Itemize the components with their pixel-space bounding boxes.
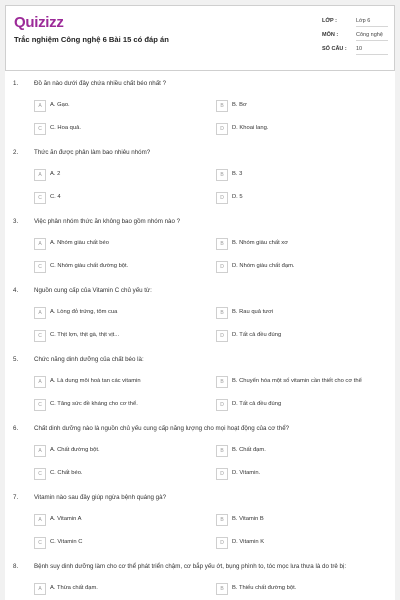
- meta-key: MÔN :: [322, 32, 339, 38]
- question-item: [5, 563, 395, 600]
- option-letter-box: B: [216, 238, 228, 250]
- worksheet-header: [5, 5, 395, 71]
- answer-option[interactable]: [34, 514, 204, 526]
- option-letter-box: B: [216, 169, 228, 181]
- option-text: D. Nhóm giàu chất đạm.: [232, 263, 295, 269]
- answer-option[interactable]: [34, 100, 204, 112]
- option-letter-box: C: [34, 192, 46, 204]
- option-letter-box: A: [34, 376, 46, 388]
- option-text: D. Tất cả đều đúng: [232, 401, 282, 407]
- meta-row-class: [322, 18, 392, 32]
- question-item: [5, 149, 395, 219]
- option-letter-box: D: [216, 330, 228, 342]
- question-text: Đồ ăn nào dưới đây chứa nhiều chất béo nhất ?: [34, 80, 167, 87]
- answer-option[interactable]: [216, 192, 386, 204]
- option-text: A. Nhóm giàu chất béo: [50, 240, 109, 246]
- answer-option[interactable]: [34, 468, 204, 480]
- question-number: 7.: [13, 494, 19, 501]
- question-number: 8.: [13, 563, 19, 570]
- option-letter-box: B: [216, 445, 228, 457]
- option-letter-box: C: [34, 468, 46, 480]
- option-letter-box: A: [34, 100, 46, 112]
- option-text: C. Chất béo.: [50, 470, 83, 476]
- option-letter-box: A: [34, 238, 46, 250]
- answer-option[interactable]: [34, 330, 204, 342]
- answer-option[interactable]: [34, 583, 204, 595]
- answer-option[interactable]: [216, 514, 386, 526]
- option-text: D. Tất cả đều đúng: [232, 332, 282, 338]
- answer-option[interactable]: [216, 169, 386, 181]
- answer-option[interactable]: [216, 100, 386, 112]
- option-text: C. Tăng sức đề kháng cho cơ thể.: [50, 401, 138, 407]
- answer-option[interactable]: [34, 261, 204, 273]
- question-item: [5, 494, 395, 564]
- option-text: D. Khoai lang.: [232, 125, 269, 131]
- answer-option[interactable]: [34, 123, 204, 135]
- quizizz-logo: Quizizz: [14, 14, 64, 31]
- page-title: Trắc nghiệm Công nghệ 6 Bài 15 có đáp án: [14, 35, 169, 44]
- answer-option[interactable]: [216, 261, 386, 273]
- option-letter-box: A: [34, 307, 46, 319]
- option-letter-box: D: [216, 192, 228, 204]
- option-letter-box: C: [34, 537, 46, 549]
- question-item: [5, 287, 395, 357]
- option-text: D. Vitamin.: [232, 470, 261, 476]
- option-text: C. Hoa quả.: [50, 125, 81, 131]
- option-letter-box: D: [216, 537, 228, 549]
- question-text: Bệnh suy dinh dưỡng làm cho cơ thể phát triển chậm, cơ bắp yếu ớt, bụng phình to, tóc mọc lưa thưa là do trẻ bị:: [34, 563, 347, 570]
- option-text: B. Rau quả tươi: [232, 309, 274, 315]
- meta-underline: [356, 54, 388, 55]
- answer-option[interactable]: [216, 399, 386, 411]
- answer-option[interactable]: [34, 192, 204, 204]
- meta-value: Lớp 6: [356, 18, 371, 24]
- option-text: C. Vitamin C: [50, 539, 83, 545]
- option-text: A. Chất đường bột.: [50, 447, 100, 453]
- question-item: [5, 425, 395, 495]
- question-number: 6.: [13, 425, 19, 432]
- meta-info: [322, 18, 392, 60]
- option-text: B. Thiếu chất đường bột.: [232, 585, 297, 591]
- option-letter-box: B: [216, 376, 228, 388]
- question-text: Thức ăn được phân làm bao nhiêu nhóm?: [34, 149, 151, 156]
- answer-option[interactable]: [34, 376, 204, 388]
- worksheet-page: [5, 5, 395, 600]
- option-letter-box: C: [34, 399, 46, 411]
- option-text: B. Nhóm giàu chất xơ: [232, 240, 288, 246]
- meta-key: SỐ CÂU :: [322, 46, 347, 52]
- option-text: C. Nhóm giàu chất đường bột.: [50, 263, 129, 269]
- option-letter-box: B: [216, 514, 228, 526]
- answer-option[interactable]: [216, 445, 386, 457]
- answer-option[interactable]: [216, 468, 386, 480]
- question-text: Vitamin nào sau đây giúp ngừa bệnh quáng gà?: [34, 494, 167, 501]
- option-text: A. Lòng đỏ trứng, tôm cua: [50, 309, 118, 315]
- question-number: 3.: [13, 218, 19, 225]
- meta-underline: [356, 40, 388, 41]
- option-letter-box: D: [216, 399, 228, 411]
- answer-option[interactable]: [216, 330, 386, 342]
- answer-option[interactable]: [216, 307, 386, 319]
- option-letter-box: A: [34, 445, 46, 457]
- answer-option[interactable]: [34, 537, 204, 549]
- question-text: Chức năng dinh dưỡng của chất béo là:: [34, 356, 144, 363]
- option-text: D. 5: [232, 194, 243, 200]
- answer-option[interactable]: [216, 238, 386, 250]
- answer-option[interactable]: [34, 169, 204, 181]
- option-text: C. Thịt lợn, thịt gà, thịt vịt...: [50, 332, 120, 338]
- meta-key: LỚP :: [322, 18, 337, 24]
- option-text: A. Thừa chất đạm.: [50, 585, 98, 591]
- option-letter-box: B: [216, 583, 228, 595]
- option-text: A. Là dung môi hoà tan các vitamin: [50, 378, 141, 384]
- option-letter-box: B: [216, 307, 228, 319]
- option-text: B. 3: [232, 171, 243, 177]
- option-text: B. Vitamin B: [232, 516, 264, 522]
- question-number: 4.: [13, 287, 19, 294]
- option-letter-box: B: [216, 100, 228, 112]
- option-letter-box: A: [34, 169, 46, 181]
- option-letter-box: D: [216, 123, 228, 135]
- meta-row-count: [322, 46, 392, 60]
- option-text: A. Vitamin A: [50, 516, 82, 522]
- option-text: B. Chất đạm.: [232, 447, 266, 453]
- answer-option[interactable]: [34, 238, 204, 250]
- meta-row-subject: [322, 32, 392, 46]
- option-text: B. Chuyển hóa một số vitamin cần thiết cho cơ thể: [232, 378, 362, 384]
- answer-option[interactable]: [34, 307, 204, 319]
- question-item: [5, 218, 395, 288]
- question-number: 5.: [13, 356, 19, 363]
- option-text: D. Vitamin K: [232, 539, 265, 545]
- meta-value: Công nghệ: [356, 32, 383, 38]
- option-letter-box: C: [34, 330, 46, 342]
- option-letter-box: A: [34, 514, 46, 526]
- question-item: [5, 80, 395, 150]
- option-letter-box: A: [34, 583, 46, 595]
- meta-value: 10: [356, 46, 363, 52]
- option-text: A. Gạo.: [50, 102, 70, 108]
- answer-option[interactable]: [216, 123, 386, 135]
- answer-option[interactable]: [34, 399, 204, 411]
- question-number: 1.: [13, 80, 19, 87]
- answer-option[interactable]: [216, 583, 386, 595]
- option-text: C. 4: [50, 194, 61, 200]
- option-text: B. Bơ: [232, 102, 247, 108]
- answer-option[interactable]: [216, 537, 386, 549]
- option-letter-box: D: [216, 261, 228, 273]
- question-text: Việc phân nhóm thức ăn không bao gồm nhóm nào ?: [34, 218, 181, 225]
- answer-option[interactable]: [216, 376, 386, 388]
- option-letter-box: C: [34, 261, 46, 273]
- option-letter-box: D: [216, 468, 228, 480]
- question-number: 2.: [13, 149, 19, 156]
- option-letter-box: C: [34, 123, 46, 135]
- option-text: A. 2: [50, 171, 61, 177]
- meta-underline: [356, 26, 388, 27]
- question-text: Nguồn cung cấp của Vitamin C chủ yếu từ:: [34, 287, 152, 294]
- answer-option[interactable]: [34, 445, 204, 457]
- question-item: [5, 356, 395, 426]
- question-text: Chất dinh dưỡng nào là nguồn chủ yếu cung cấp năng lượng cho mọi hoạt động của cơ thể?: [34, 425, 290, 432]
